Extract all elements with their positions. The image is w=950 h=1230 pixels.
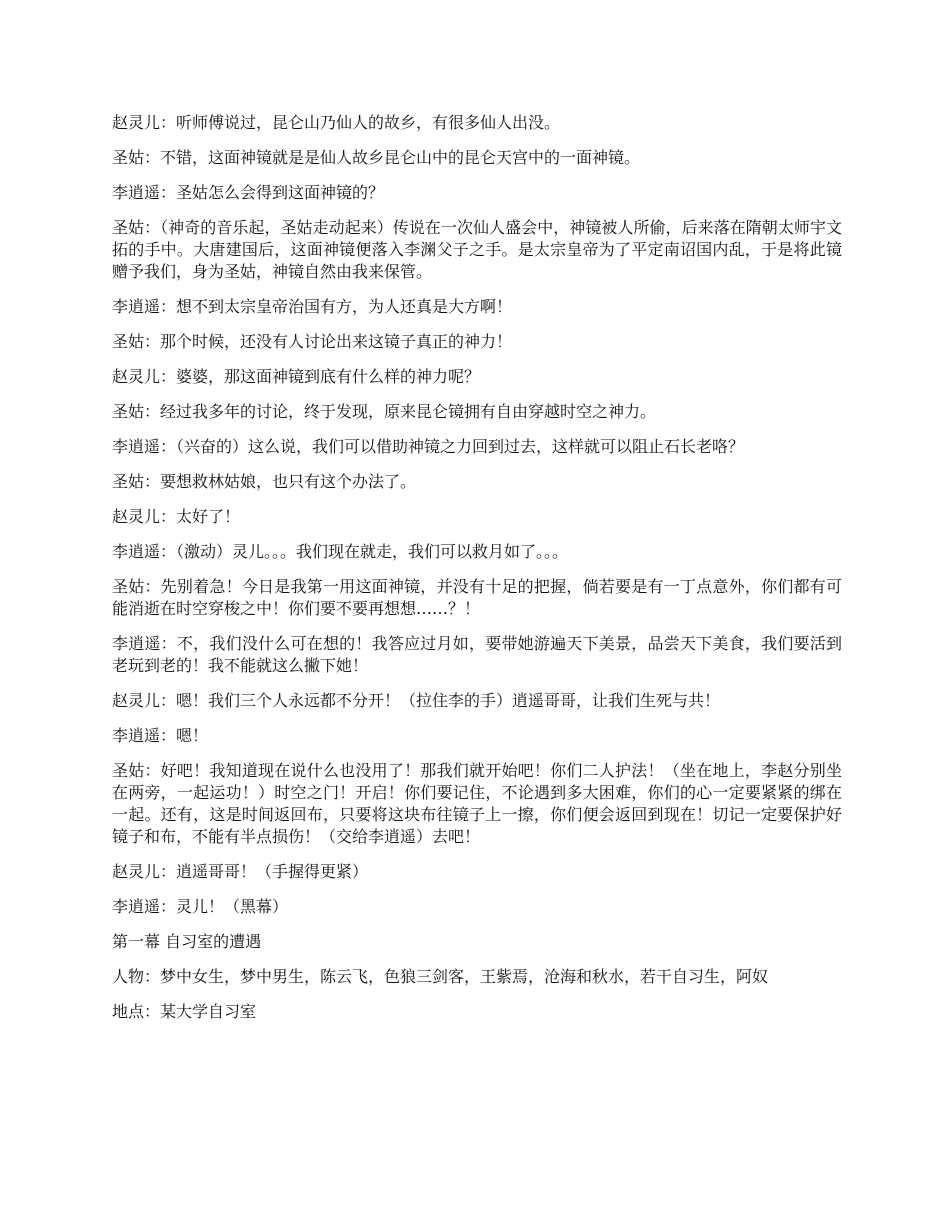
script-line: 圣姑：不错，这面神镜就是是仙人故乡昆仑山中的昆仑天宫中的一面神镜。: [112, 148, 641, 167]
script-line: 赵灵儿：太好了！: [112, 507, 241, 526]
script-line: 李逍遥：（激动）灵儿。。。我们现在就走，我们可以救月如了。。。: [112, 542, 569, 561]
script-line: 李逍遥：嗯！: [112, 726, 209, 745]
script-line: 李逍遥：（兴奋的）这么说，我们可以借助神镜之力回到过去，这样就可以阻止石长老咯？: [112, 437, 745, 456]
script-line: 圣姑：那个时候，还没有人讨论出来这镜子真正的神力！: [112, 332, 513, 351]
location-line: 地点：某大学自习室: [112, 1002, 257, 1021]
script-line: 圣姑：（神奇的音乐起，圣姑走动起来）传说在一次仙人盛会中，神镜被人所偷，后来落在隋朝太师宇文拓的手中。大唐建国后，这面神镜便落入李渊父子之手。是太宗皇帝为了平定南诏国内乱，于是将此镜赠予我们，身为圣姑，神镜自然由我来保管。: [112, 218, 842, 281]
script-line: 李逍遥：不，我们没什么可在想的！我答应过月如，要带她游遍天下美景，品尝天下美食，我们要活到老玩到老的！我不能就这么撇下她！: [112, 634, 842, 675]
script-line: 李逍遥：灵儿！（黑幕）: [112, 897, 289, 916]
script-line: 圣姑：先别着急！今日是我第一用这面神镜，并没有十足的把握，倘若要是有一丁点意外，你们都有可能消逝在时空穿梭之中！你们要不要再想想……？！: [112, 577, 842, 618]
script-line: 圣姑：要想救林姑娘，也只有这个办法了。: [112, 472, 417, 491]
script-line: 圣姑：经过我多年的讨论，终于发现，原来昆仑镜拥有自由穿越时空之神力。: [112, 402, 657, 421]
script-line: 赵灵儿：逍遥哥哥！（手握得更紧）: [112, 862, 369, 881]
script-line: 赵灵儿：嗯！我们三个人永远都不分开！（拉住李的手）逍遥哥哥，让我们生死与共！: [112, 691, 721, 710]
script-line: 赵灵儿：婆婆，那这面神镜到底有什么样的神力呢？: [112, 367, 481, 386]
characters-line: 人物：梦中女生，梦中男生，陈云飞，色狼三剑客，王紫焉，沧海和秋水，若干自习生，阿奴: [112, 967, 769, 986]
script-line: 李逍遥：圣姑怎么会得到这面神镜的？: [112, 183, 385, 202]
script-line: 赵灵儿：听师傅说过，昆仑山乃仙人的故乡，有很多仙人出没。: [112, 113, 561, 132]
script-line: 李逍遥：想不到太宗皇帝治国有方，为人还真是大方啊！: [112, 297, 513, 316]
document-page: [112, 112, 842, 1036]
act-heading: 第一幕 自习室的遭遇: [112, 932, 262, 951]
script-line: 圣姑：好吧！我知道现在说什么也没用了！那我们就开始吧！你们二人护法！（坐在地上，李赵分别坐在两旁，一起运功！）时空之门！开启！你们要记住，不论遇到多大困难，你们的心一定要紧紧的绑在一起。还有，这是时间返回布，只要将这块布往镜子上一擦，你们便会返回到现在！切记一定要保护好镜子和布，不能有半点损伤！（交给李逍遥）去吧！: [112, 761, 842, 846]
